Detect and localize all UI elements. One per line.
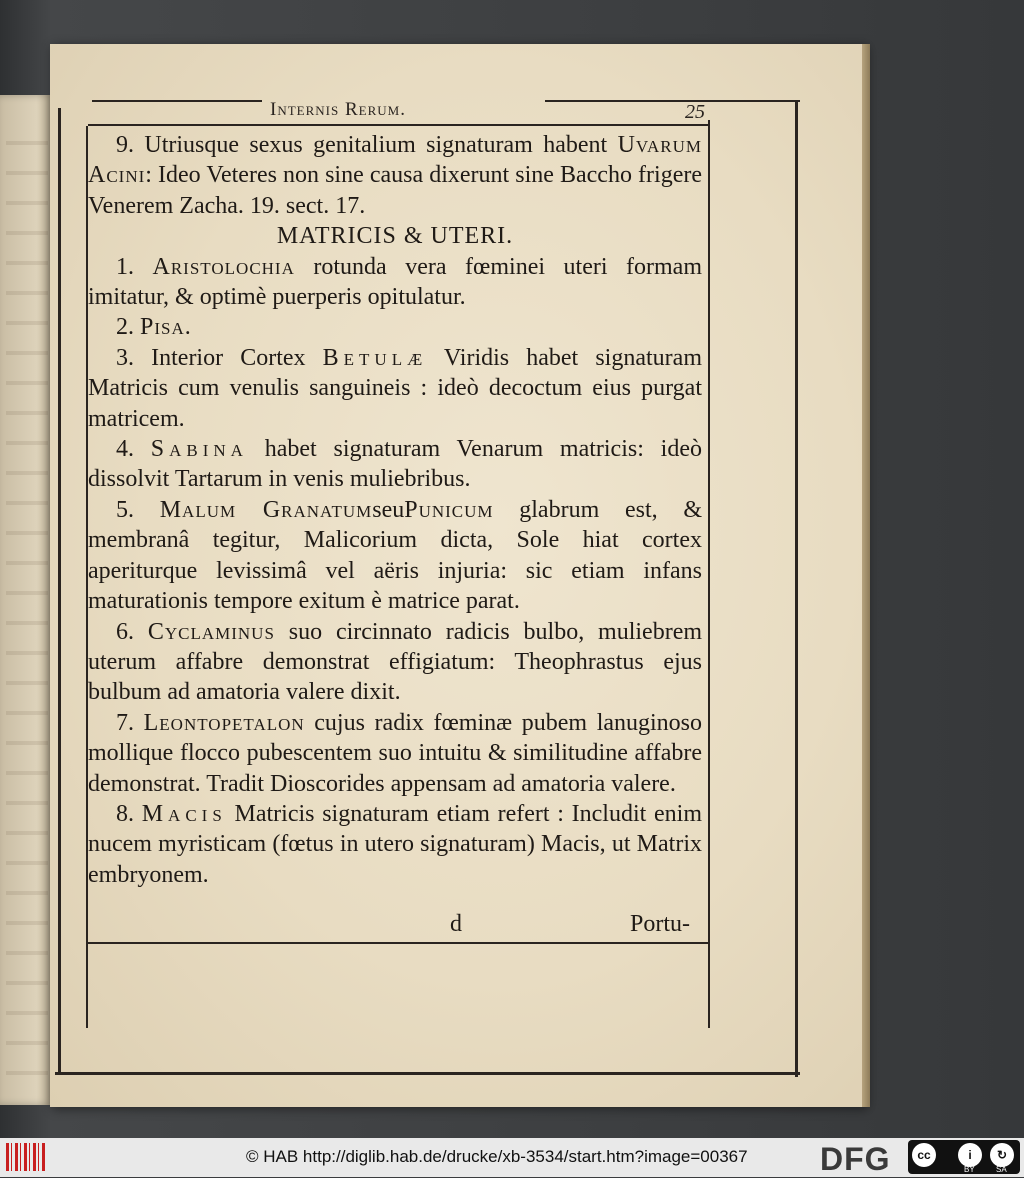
- item-number: 3.: [116, 344, 134, 371]
- plant-name: Punicum: [404, 496, 494, 523]
- paragraph-text: seu: [372, 496, 405, 523]
- paragraph-text: glabrum est, & membranâ tegitur, Malicorium dicta, Sole hiat cortex aperiturque levissimâ vel aëris injuria: sic etiam infans maturationis tempore exitum è matrice parat.: [88, 496, 702, 615]
- top-rule-right: [545, 100, 800, 102]
- plant-name: Leontopetalon: [143, 709, 305, 736]
- item-number: 4.: [116, 436, 134, 463]
- paragraph-text: Utriusque sexus genitalium signaturam habent: [144, 132, 608, 158]
- plant-name: Uvarum Acini: [88, 132, 703, 189]
- previous-page-edge: [0, 95, 52, 1105]
- catchword: Portu-: [630, 911, 690, 937]
- page-number: 25: [685, 101, 705, 123]
- text-right-rule: [708, 120, 710, 1028]
- barcode-icon: [6, 1143, 46, 1171]
- item-number: 7.: [116, 709, 134, 736]
- viewer-footer: [0, 1138, 1024, 1177]
- paragraph-text: : Ideo Veteres non sine causa dixerunt sine Baccho frigere Venerem Zacha. 19. sect. 17.: [88, 162, 702, 219]
- cc-icon: cc: [912, 1143, 936, 1167]
- paragraph-6: [88, 617, 702, 708]
- paragraph-2: [88, 312, 702, 342]
- paragraph-text: cujus radix fœminæ pubem lanuginoso mollique flocco pubescentem suo intuitu & similitudine affabre demonstrat. Tradit Dioscorides appensam ad amatoria valere.: [88, 709, 703, 797]
- paragraph-5: [88, 495, 702, 617]
- header-underline: [88, 124, 708, 126]
- plant-name: Aristolochia: [152, 253, 295, 280]
- paragraph-text: Matricis signaturam etiam refert : Includit enim nucem myristicam (fœtus in utero signaturam) Macis, ut Matrix embryonem.: [88, 800, 702, 888]
- top-rule: [92, 100, 262, 102]
- cc-license-badge[interactable]: [908, 1140, 1020, 1174]
- paragraph-9: [88, 130, 702, 221]
- item-number: 1.: [116, 253, 134, 280]
- item-number: 6.: [116, 618, 134, 645]
- by-label: BY: [964, 1165, 975, 1174]
- dfg-logo: DFG: [820, 1141, 891, 1177]
- sa-label: SA: [996, 1165, 1007, 1174]
- paragraph-text: Interior Cortex: [151, 344, 306, 371]
- paragraph-4: [88, 434, 702, 495]
- item-number: 9.: [116, 132, 134, 158]
- item-number: 2.: [116, 314, 134, 341]
- bottom-frame-rule: [55, 1072, 800, 1075]
- paragraph-3: [88, 343, 702, 434]
- left-frame-rule: [58, 108, 61, 1073]
- paragraph-text: habet signaturam Venarum matricis: ideò dissolvit Tartarum in venis muliebribus.: [88, 436, 702, 493]
- paragraph-text: Viridis habet signaturam Matricis cum venulis sanguineis : ideò decoctum eius purgat matricem.: [88, 344, 702, 432]
- plant-name: Cyclaminus: [147, 618, 275, 645]
- sa-icon: ↻: [990, 1143, 1014, 1167]
- plant-name: Pisa.: [140, 314, 192, 341]
- paragraph-8: [88, 799, 702, 890]
- item-number: 5.: [116, 496, 134, 523]
- paragraph-text: suo circinnato radicis bulbo, muliebrem uterum affabre demonstrat effigiatum: Theophrastus ejus bulbum ad amatoria valere dixit.: [88, 618, 703, 706]
- running-title: Internis Rerum.: [270, 99, 406, 120]
- item-number: 8.: [116, 800, 134, 827]
- plant-name: Betulæ: [322, 344, 428, 371]
- section-title: MATRICIS & UTERI.: [276, 223, 514, 250]
- paragraph-7: [88, 708, 702, 799]
- plant-name: Macis: [141, 800, 227, 827]
- paragraph-text: rotunda vera fœminei uteri formam imitatur, & optimè puerperis opitulatur.: [88, 253, 702, 311]
- bleed-through-lines: [6, 115, 48, 1085]
- plant-name: Malum Granatum: [159, 496, 373, 523]
- right-frame-rule: [795, 102, 798, 1077]
- paragraph-1: [88, 252, 702, 313]
- copyright-link[interactable]: © HAB http://diglib.hab.de/drucke/xb-3534/start.htm?image=00367: [246, 1147, 748, 1166]
- by-icon: i: [958, 1143, 982, 1167]
- page-edge: [862, 44, 870, 1107]
- signature-mark: d: [450, 911, 462, 937]
- text-bottom-rule: [88, 942, 708, 944]
- plant-name: Sabina: [150, 436, 248, 463]
- page-body: [88, 130, 702, 890]
